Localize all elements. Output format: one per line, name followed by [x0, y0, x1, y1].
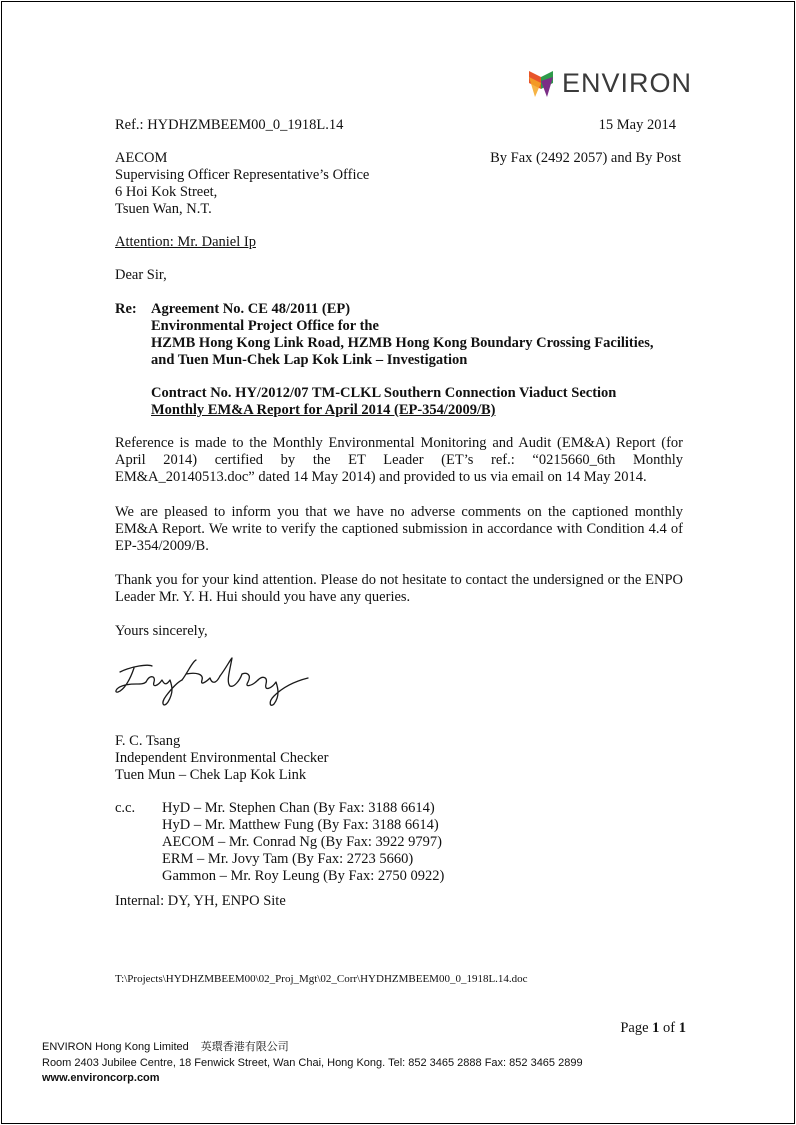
salutation: Dear Sir,	[115, 267, 167, 283]
handwritten-signature	[112, 652, 312, 714]
report-title: Monthly EM&A Report for April 2014 (EP-354/2009/B)	[151, 402, 496, 418]
footer-address: Room 2403 Jubilee Centre, 18 Fenwick Street, Wan Chai, Hong Kong. Tel: 852 3465 2888 Fax: 852 3465 2899	[42, 1057, 583, 1069]
cc-list	[162, 800, 444, 885]
recipient-line: Supervising Officer Representative’s Office	[115, 167, 370, 183]
footer-company	[42, 1041, 289, 1054]
cc-item: AECOM – Mr. Conrad Ng (By Fax: 3922 9797)	[162, 834, 442, 850]
letter-date: 15 May 2014	[598, 117, 676, 133]
subject-block	[151, 301, 654, 369]
environ-logo	[526, 66, 692, 100]
reference-number: Ref.: HYDHZMBEEM00_0_1918L.14	[115, 117, 344, 133]
recipient-address	[115, 150, 369, 218]
signer-title: Independent Environmental Checker	[115, 750, 329, 766]
recipient-line: 6 Hoi Kok Street,	[115, 184, 218, 200]
footer-company-name: ENVIRON Hong Kong Limited	[42, 1041, 189, 1053]
footer-company-chinese: 英環香港有限公司	[200, 1041, 289, 1053]
internal-distribution: Internal: DY, YH, ENPO Site	[115, 893, 286, 909]
body-paragraph-2: We are pleased to inform you that we have no adverse comments on the captioned monthly EM&A Report. We write to verify the captioned submission in accordance with Condition 4.4 of EP-354/2009/B.	[115, 504, 683, 554]
page-number	[620, 1020, 686, 1037]
signer-project: Tuen Mun – Chek Lap Kok Link	[115, 767, 307, 783]
subject-line: and Tuen Mun-Chek Lap Kok Link – Investigation	[151, 352, 468, 368]
page-of: of	[659, 1020, 679, 1036]
cc-item: Gammon – Mr. Roy Leung (By Fax: 2750 0922)	[162, 868, 445, 884]
contract-line: Contract No. HY/2012/07 TM-CLKL Southern Connection Viaduct Section	[151, 385, 617, 401]
environ-mark-icon	[526, 67, 556, 99]
recipient-line: Tsuen Wan, N.T.	[115, 201, 212, 217]
subject-line: Environmental Project Office for the	[151, 318, 379, 334]
body-paragraph-1: Reference is made to the Monthly Environmental Monitoring and Audit (EM&A) Report (for April 2014) certified by the ET Leader (ET’s ref.: “0215660_6th Monthly EM&A_20140513.doc” dated 14 May 2014) and provided to us via email on 14 May 2014.	[115, 435, 683, 485]
subject-line: Agreement No. CE 48/2011 (EP)	[151, 301, 351, 317]
signer-block	[115, 733, 328, 784]
contract-block	[151, 385, 616, 419]
page-total: 1	[678, 1020, 686, 1036]
delivery-method: By Fax (2492 2057) and By Post	[490, 150, 681, 166]
re-label: Re:	[115, 301, 137, 317]
subject-line: HZMB Hong Kong Link Road, HZMB Hong Kong Boundary Crossing Facilities,	[151, 335, 654, 351]
recipient-line: AECOM	[115, 150, 168, 166]
cc-item: HyD – Mr. Matthew Fung (By Fax: 3188 6614)	[162, 817, 439, 833]
attention-line: Attention: Mr. Daniel Ip	[115, 234, 256, 250]
logo-wordmark: ENVIRON	[562, 67, 693, 98]
cc-item: HyD – Mr. Stephen Chan (By Fax: 3188 6614)	[162, 800, 435, 816]
body-paragraph-3: Thank you for your kind attention. Please do not hesitate to contact the undersigned or the ENPO Leader Mr. Y. H. Hui should you have any queries.	[115, 572, 683, 605]
signer-name: F. C. Tsang	[115, 733, 181, 749]
cc-item: ERM – Mr. Jovy Tam (By Fax: 2723 5660)	[162, 851, 414, 867]
page-current: 1	[652, 1020, 660, 1036]
closing: Yours sincerely,	[115, 623, 208, 639]
cc-label: c.c.	[115, 800, 136, 816]
file-path: T:\Projects\HYDHZMBEEM00\02_Proj_Mgt\02_Corr\HYDHZMBEEM00_0_1918L.14.doc	[115, 973, 528, 985]
footer-website-link[interactable]: www.environcorp.com	[42, 1072, 160, 1084]
page-prefix: Page	[620, 1020, 653, 1036]
